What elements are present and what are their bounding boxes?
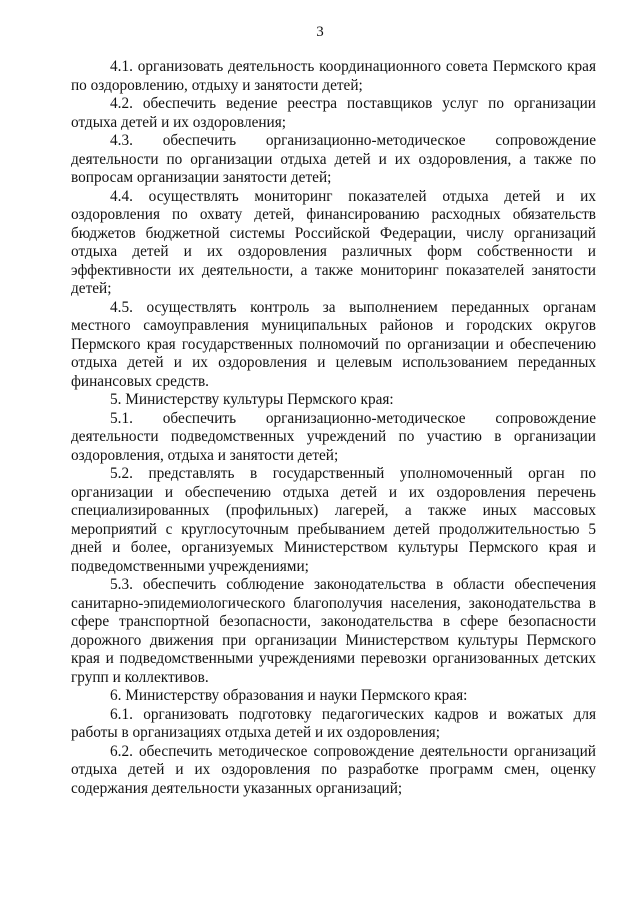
paragraph-4-4: 4.4. осуществлять мониторинг показателей отдыха детей и их оздоровления по охвату детей, финансированию расходных обязательств бюджетов бюджетной системы Российской Федерации, числу организаций отдыха детей и их оздоровления различных форм собственности и эффективности их деятельности, а также мониторинг показателей занятости детей; (71, 187, 596, 297)
paragraph-6-1: 6.1. организовать подготовку педагогических кадров и вожатых для работы в организациях отдыха детей и их оздоровления; (71, 705, 596, 741)
paragraph-4-5: 4.5. осуществлять контроль за выполнением переданных органам местного самоуправления муниципальных районов и городских округов Пермского края государственных полномочий по организации и обеспечению отдыха детей и их оздоровления и целевым использованием переданных финансовых средств. (71, 298, 596, 390)
paragraph-5-2: 5.2. представлять в государственный уполномоченный орган по организации и обеспечению отдыха детей и их оздоровления перечень специализированных (профильных) лагерей, а также иных массовых мероприятий с круглосуточным пребыванием детей продолжительностью 5 дней и более, организуемых Министерством культуры Пермского края и подведомственными учреждениями; (71, 465, 596, 575)
paragraph-4-1: 4.1. организовать деятельность координационного совета Пермского края по оздоровлению, отдыху и занятости детей; (71, 58, 596, 94)
page-number: 3 (316, 24, 324, 40)
paragraph-4-2: 4.2. обеспечить ведение реестра поставщиков услуг по организации отдыха детей и их оздоровления; (71, 95, 596, 131)
paragraph-5-1: 5.1. обеспечить организационно-методическое сопровождение деятельности подведомственных учреждений по участию в организации оздоровления, отдыха и занятости детей; (71, 409, 596, 464)
document-body (71, 58, 596, 798)
section-6-heading: 6. Министерству образования и науки Пермского края: (110, 687, 468, 704)
paragraph-6-2: 6.2. обеспечить методическое сопровождение деятельности организаций отдыха детей и их оздоровления по разработке программ смен, оценку содержания деятельности указанных организаций; (71, 742, 596, 797)
section-5-heading: 5. Министерству культуры Пермского края: (110, 391, 394, 408)
paragraph-5-3: 5.3. обеспечить соблюдение законодательства в области обеспечения санитарно-эпидемиологического благополучия населения, законодательства в сфере транспортной безопасности, законодательства в сфере безопасности дорожного движения при организации Министерством культуры Пермского края и подведомственными учреждениями перевозки организованных детских групп и коллективов. (71, 576, 596, 686)
paragraph-4-3: 4.3. обеспечить организационно-методическое сопровождение деятельности по организации отдыха детей и их оздоровления, а также по вопросам организации занятости детей; (71, 132, 596, 186)
